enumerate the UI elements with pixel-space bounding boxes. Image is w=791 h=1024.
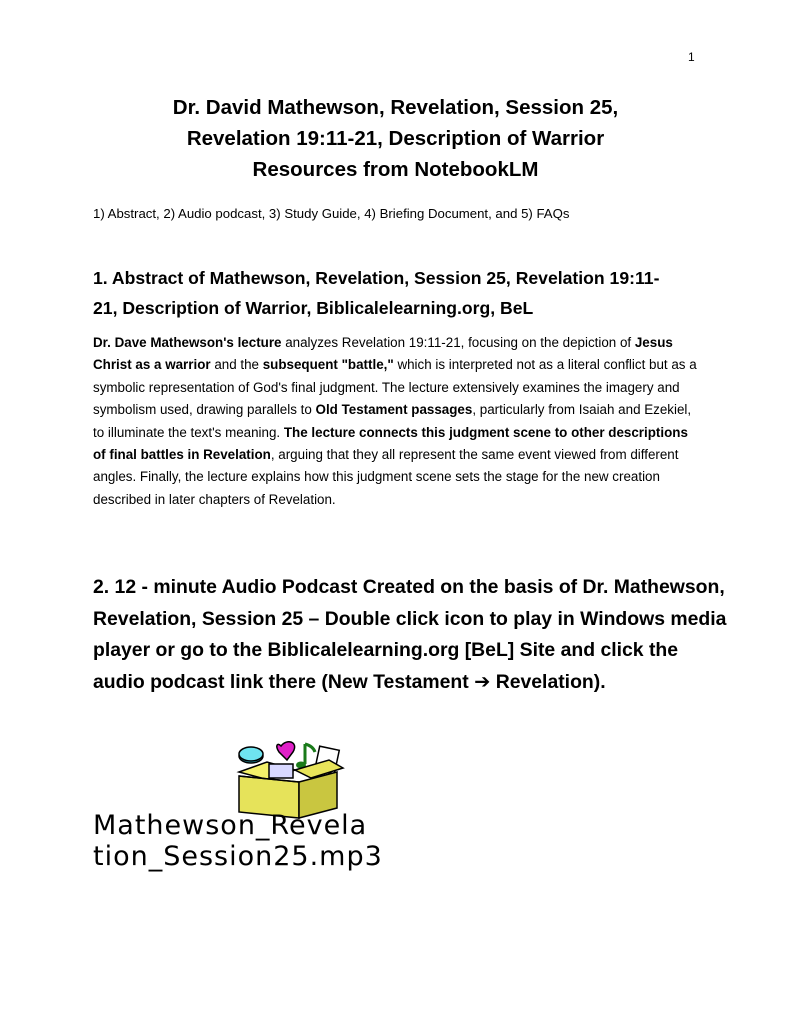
abstract-segment: , particularly from Isaiah and Ezekiel, to illuminate the text's meaning. <box>93 402 692 440</box>
resources-list: 1) Abstract, 2) Audio podcast, 3) Study Guide, 4) Briefing Document, and 5) FAQs <box>93 206 570 221</box>
title-line: Dr. David Mathewson, Revelation, Session 25, <box>172 96 619 119</box>
abstract-heading-line: 1. Abstract of Mathewson, Revelation, Session 25, Revelation 19:11- <box>93 268 660 288</box>
abstract-segment: analyzes Revelation 19:11-21, focusing on the depiction of <box>281 335 635 350</box>
abstract-heading <box>93 263 703 323</box>
arrow-right-icon: ➔ <box>474 670 491 693</box>
audio-file-label-line: tion_Session25.mp3 <box>93 841 383 872</box>
title-line: Resources from NotebookLM <box>252 158 539 181</box>
abstract-heading-line: 21, Description of Warrior, Biblicalelearning.org, BeL <box>93 298 534 318</box>
page-number: 1 <box>688 50 695 64</box>
abstract-segment: and the <box>210 357 263 373</box>
podcast-heading-text-end: Revelation). <box>490 670 606 693</box>
document-title <box>60 92 731 185</box>
media-package-icon[interactable] <box>233 738 349 820</box>
abstract-body <box>93 332 698 511</box>
media-package-icon-graphic <box>233 738 349 820</box>
abstract-segment: Old Testament passages <box>315 402 473 418</box>
abstract-segment: The lecture connects this judgment scene to other descriptions of final battles in Revelation <box>93 424 688 463</box>
audio-file-label[interactable] <box>93 810 533 872</box>
abstract-segment: subsequent "battle," <box>262 357 394 373</box>
podcast-heading <box>93 572 733 698</box>
audio-file-label-line: Mathewson_Revela <box>93 810 368 841</box>
abstract-segment: , arguing that they all represent the same event viewed from different angles. Finally, the lecture explains how this judgment scene sets the stage for the new creation described in later chapters of Revelation. <box>93 447 679 507</box>
abstract-segment: Jesus Christ as a warrior <box>93 335 673 373</box>
abstract-segment: Dr. Dave Mathewson's lecture <box>93 335 282 350</box>
abstract-segment: which is interpreted not as a literal conflict but as a symbolic representation of God's final judgment. The lecture extensively examines the imagery and symbolism used, drawing parallels to <box>93 357 697 418</box>
podcast-heading-text: 2. 12 - minute Audio Podcast Created on the basis of Dr. Mathewson, Revelation, Session 25 – Double click icon to play in Windows media player or go to the Biblicalelearning.org [BeL] Site and click the audio podcast link there (New Testament <box>93 576 727 693</box>
title-line: Revelation 19:11-21, Description of Warrior <box>186 127 605 150</box>
